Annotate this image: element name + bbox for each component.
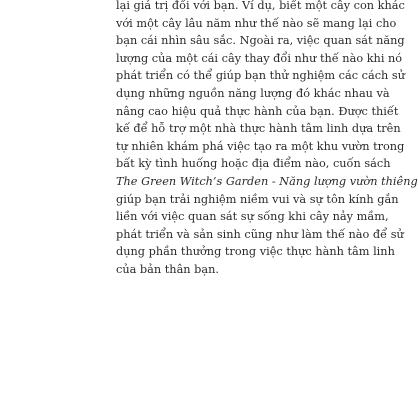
text-line: phát triển và sản sinh cũng như làm thế nào để sử	[116, 227, 404, 241]
body-paragraph	[116, 0, 418, 279]
book-title-line: The Green Witch’s Garden - Năng lượng vườn thiêng	[116, 174, 418, 188]
text-line: bạn cái nhìn sâu sắc. Ngoài ra, việc quan sát năng	[116, 34, 405, 48]
text-line: lại giá trị đối với bạn. Ví dụ, biết một cây con khác	[116, 0, 405, 12]
text-line: giúp bạn trải nghiệm niềm vui và sự tôn kính gắn	[116, 192, 399, 206]
text-line: liền với việc quan sát sự sống khi cây nảy mầm,	[116, 210, 389, 224]
text-line: lượng của một cái cây thay đổi như thế nào khi nó	[116, 51, 403, 65]
text-line: tự nhiên khám phá việc tạo ra một khu vườn trong	[116, 139, 405, 153]
text-line: bất kỳ tình huống hoặc địa điểm nào, cuốn sách	[116, 157, 391, 171]
text-line: dụng phần thưởng trong việc thực hành tâm linh	[116, 245, 395, 259]
text-line: nâng cao hiệu quả thực hành của bạn. Được thiết	[116, 104, 399, 118]
text-line: dụng những nguồn năng lượng đó khác nhau và	[116, 86, 390, 100]
text-line: kế để hỗ trợ một nhà thực hành tâm linh dựa trên	[116, 122, 401, 136]
text-line: với một cây lâu năm như thế nào sẽ mang lại cho	[116, 16, 397, 30]
text-line-last: của bản thân bạn.	[116, 262, 220, 276]
text-line: phát triển có thể giúp bạn thử nghiệm các cách sử	[116, 69, 405, 83]
